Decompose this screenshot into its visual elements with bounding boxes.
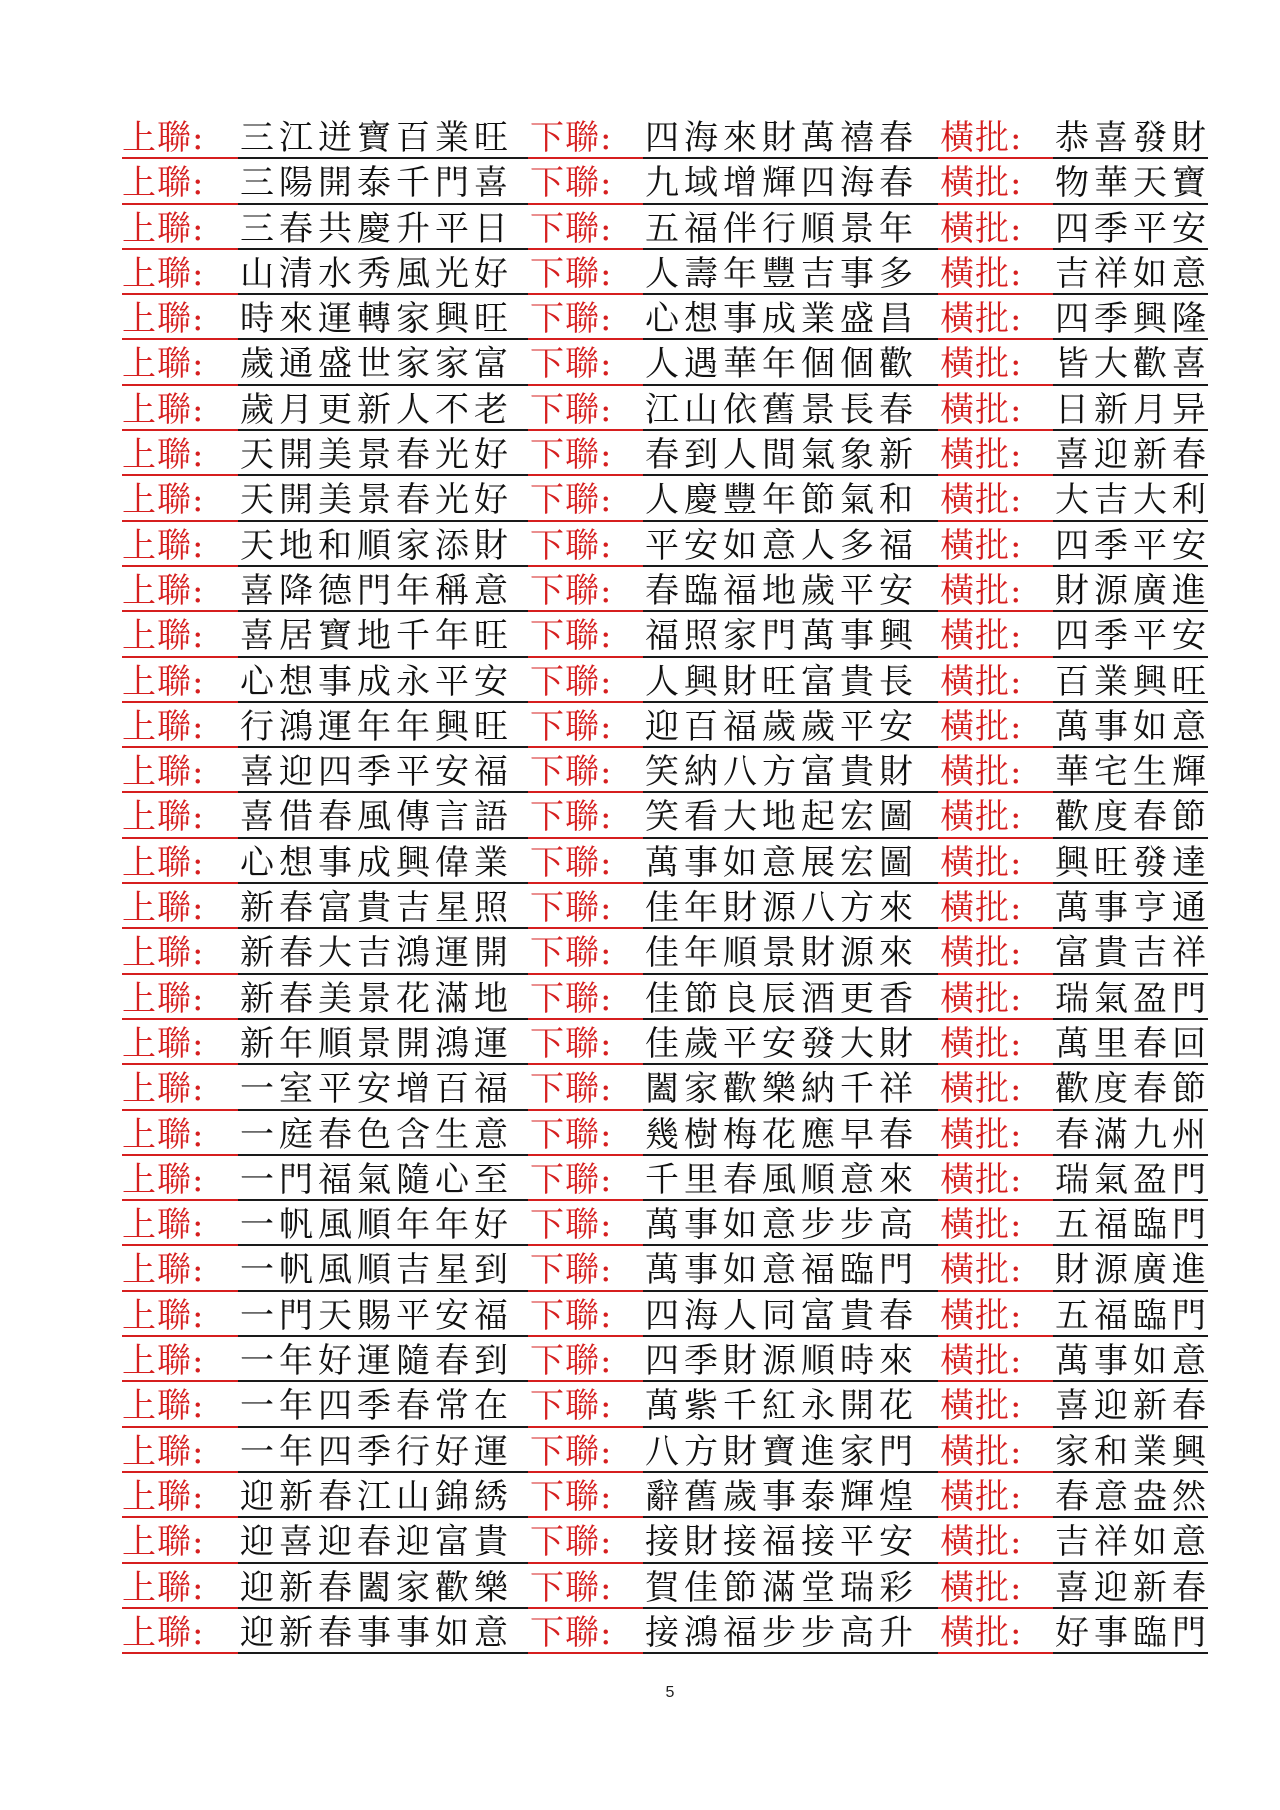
couplet-row (122, 706, 1211, 751)
lower-couplet-text: 福照家門萬事興 (645, 616, 918, 657)
horizontal-scroll-text: 瑞氣盈門 (1055, 978, 1211, 1019)
lower-couplet-label: 下聯: (530, 1295, 613, 1336)
lower-couplet-text: 四海人同富貴春 (645, 1295, 918, 1336)
upper-couplet-label: 上聯: (122, 1250, 205, 1291)
horizontal-scroll-text: 五福臨門 (1055, 1295, 1211, 1336)
couplet-row (122, 1068, 1211, 1113)
upper-couplet-text: 歲通盛世家家富 (240, 344, 513, 385)
lower-couplet-text: 接鴻福步步高升 (645, 1612, 918, 1653)
horizontal-scroll-text: 四季平安 (1055, 525, 1211, 566)
upper-couplet-text: 迎新春江山錦綉 (240, 1476, 513, 1517)
upper-couplet-label: 上聯: (122, 480, 205, 521)
upper-couplet-label: 上聯: (122, 616, 205, 657)
upper-couplet-label: 上聯: (122, 1567, 205, 1608)
lower-couplet-label: 下聯: (530, 480, 613, 521)
upper-couplet-text: 天開美景春光好 (240, 435, 513, 476)
couplet-row (122, 887, 1211, 932)
horizontal-scroll-label: 橫批: (940, 570, 1023, 611)
horizontal-scroll-text: 華宅生輝 (1055, 752, 1211, 793)
lower-couplet-text: 萬事如意展宏圖 (645, 842, 918, 883)
horizontal-scroll-label: 橫批: (940, 344, 1023, 385)
lower-couplet-text: 辭舊歲事泰輝煌 (645, 1476, 918, 1517)
upper-couplet-label: 上聯: (122, 389, 205, 430)
lower-couplet-text: 萬事如意步步高 (645, 1205, 918, 1246)
upper-couplet-text: 一庭春色含生意 (240, 1114, 513, 1155)
upper-couplet-label: 上聯: (122, 525, 205, 566)
lower-couplet-text: 千里春風順意來 (645, 1159, 918, 1200)
upper-couplet-label: 上聯: (122, 752, 205, 793)
lower-couplet-label: 下聯: (530, 1114, 613, 1155)
couplet-row (122, 751, 1211, 796)
upper-couplet-label: 上聯: (122, 344, 205, 385)
upper-couplet-text: 喜居寶地千年旺 (240, 616, 513, 657)
lower-couplet-label: 下聯: (530, 842, 613, 883)
lower-couplet-text: 春臨福地歲平安 (645, 570, 918, 611)
horizontal-scroll-text: 吉祥如意 (1055, 1522, 1211, 1563)
lower-couplet-text: 佳歲平安發大財 (645, 1023, 918, 1064)
upper-couplet-text: 一門福氣隨心至 (240, 1159, 513, 1200)
horizontal-scroll-label: 橫批: (940, 1159, 1023, 1200)
horizontal-scroll-label: 橫批: (940, 1205, 1023, 1246)
upper-couplet-text: 三春共慶升平日 (240, 208, 513, 249)
horizontal-scroll-label: 橫批: (940, 435, 1023, 476)
couplet-row (122, 1476, 1211, 1521)
upper-couplet-label: 上聯: (122, 842, 205, 883)
lower-couplet-label: 下聯: (530, 661, 613, 702)
couplet-row (122, 796, 1211, 841)
upper-couplet-label: 上聯: (122, 1341, 205, 1382)
upper-couplet-text: 山清水秀風光好 (240, 253, 513, 294)
horizontal-scroll-label: 橫批: (940, 616, 1023, 657)
horizontal-scroll-label: 橫批: (940, 752, 1023, 793)
couplet-row (122, 1249, 1211, 1294)
horizontal-scroll-label: 橫批: (940, 1386, 1023, 1427)
lower-couplet-label: 下聯: (530, 163, 613, 204)
lower-couplet-text: 人興財旺富貴長 (645, 661, 918, 702)
upper-couplet-label: 上聯: (122, 1205, 205, 1246)
lower-couplet-text: 萬事如意福臨門 (645, 1250, 918, 1291)
upper-couplet-label: 上聯: (122, 118, 205, 158)
upper-couplet-text: 一室平安增百福 (240, 1069, 513, 1110)
lower-couplet-text: 平安如意人多福 (645, 525, 918, 566)
upper-couplet-text: 一帆風順年年好 (240, 1205, 513, 1246)
lower-couplet-text: 八方財寶進家門 (645, 1431, 918, 1472)
upper-couplet-text: 喜降德門年稱意 (240, 570, 513, 611)
upper-couplet-label: 上聯: (122, 1159, 205, 1200)
lower-couplet-label: 下聯: (530, 1159, 613, 1200)
lower-couplet-label: 下聯: (530, 208, 613, 249)
horizontal-scroll-text: 歡度春節 (1055, 1069, 1211, 1110)
lower-couplet-label: 下聯: (530, 1476, 613, 1517)
horizontal-scroll-text: 喜迎新春 (1055, 1386, 1211, 1427)
lower-couplet-text: 江山依舊景長春 (645, 389, 918, 430)
upper-couplet-text: 新春美景花滿地 (240, 978, 513, 1019)
horizontal-scroll-label: 橫批: (940, 797, 1023, 838)
couplet-row (122, 434, 1211, 479)
couplet-row (122, 1385, 1211, 1430)
horizontal-scroll-label: 橫批: (940, 480, 1023, 521)
upper-couplet-text: 新年順景開鴻運 (240, 1023, 513, 1064)
upper-couplet-text: 迎新春闔家歡樂 (240, 1567, 513, 1608)
upper-couplet-label: 上聯: (122, 1295, 205, 1336)
horizontal-scroll-label: 橫批: (940, 1476, 1023, 1517)
couplet-row (122, 525, 1211, 570)
upper-couplet-text: 心想事成興偉業 (240, 842, 513, 883)
upper-couplet-text: 迎新春事事如意 (240, 1612, 513, 1653)
upper-couplet-text: 一門天賜平安福 (240, 1295, 513, 1336)
horizontal-scroll-label: 橫批: (940, 299, 1023, 340)
lower-couplet-text: 佳年財源八方來 (645, 888, 918, 929)
horizontal-scroll-text: 春意盎然 (1055, 1476, 1211, 1517)
lower-couplet-label: 下聯: (530, 1023, 613, 1064)
horizontal-scroll-text: 皆大歡喜 (1055, 344, 1211, 385)
horizontal-scroll-label: 橫批: (940, 1567, 1023, 1608)
horizontal-scroll-text: 好事臨門 (1055, 1612, 1211, 1653)
horizontal-scroll-text: 日新月异 (1055, 389, 1211, 430)
page-number: 5 (665, 1684, 675, 1701)
horizontal-scroll-text: 恭喜發財 (1055, 118, 1211, 158)
lower-couplet-text: 迎百福歲歲平安 (645, 706, 918, 747)
lower-couplet-label: 下聯: (530, 435, 613, 476)
horizontal-scroll-text: 萬里春回 (1055, 1023, 1211, 1064)
lower-couplet-label: 下聯: (530, 933, 613, 974)
upper-couplet-text: 歲月更新人不老 (240, 389, 513, 430)
lower-couplet-label: 下聯: (530, 1250, 613, 1291)
horizontal-scroll-label: 橫批: (940, 253, 1023, 294)
upper-couplet-label: 上聯: (122, 1023, 205, 1064)
couplet-row (122, 1340, 1211, 1385)
upper-couplet-label: 上聯: (122, 208, 205, 249)
upper-couplet-label: 上聯: (122, 163, 205, 204)
upper-couplet-text: 心想事成永平安 (240, 661, 513, 702)
lower-couplet-label: 下聯: (530, 1612, 613, 1653)
lower-couplet-text: 人慶豐年節氣和 (645, 480, 918, 521)
horizontal-scroll-text: 歡度春節 (1055, 797, 1211, 838)
upper-couplet-label: 上聯: (122, 253, 205, 294)
lower-couplet-label: 下聯: (530, 797, 613, 838)
horizontal-scroll-label: 橫批: (940, 1114, 1023, 1155)
horizontal-scroll-label: 橫批: (940, 1069, 1023, 1110)
horizontal-scroll-text: 大吉大利 (1055, 480, 1211, 521)
horizontal-scroll-text: 萬事如意 (1055, 706, 1211, 747)
horizontal-scroll-label: 橫批: (940, 933, 1023, 974)
couplet-row (122, 162, 1211, 207)
lower-couplet-text: 心想事成業盛昌 (645, 299, 918, 340)
upper-couplet-label: 上聯: (122, 1114, 205, 1155)
upper-couplet-label: 上聯: (122, 1522, 205, 1563)
lower-couplet-label: 下聯: (530, 1205, 613, 1246)
lower-couplet-label: 下聯: (530, 389, 613, 430)
horizontal-scroll-label: 橫批: (940, 389, 1023, 430)
lower-couplet-text: 佳年順景財源來 (645, 933, 918, 974)
upper-couplet-label: 上聯: (122, 1069, 205, 1110)
horizontal-scroll-text: 萬事如意 (1055, 1341, 1211, 1382)
lower-couplet-text: 笑納八方富貴財 (645, 752, 918, 793)
lower-couplet-text: 佳節良辰酒更香 (645, 978, 918, 1019)
horizontal-scroll-label: 橫批: (940, 1522, 1023, 1563)
upper-couplet-label: 上聯: (122, 978, 205, 1019)
lower-couplet-label: 下聯: (530, 344, 613, 385)
couplet-row (122, 978, 1211, 1023)
upper-couplet-label: 上聯: (122, 797, 205, 838)
lower-couplet-label: 下聯: (530, 616, 613, 657)
horizontal-scroll-text: 物華天寶 (1055, 163, 1211, 204)
couplet-row (122, 570, 1211, 615)
upper-couplet-label: 上聯: (122, 888, 205, 929)
lower-couplet-text: 九域增輝四海春 (645, 163, 918, 204)
upper-couplet-text: 一年好運隨春到 (240, 1341, 513, 1382)
upper-couplet-text: 三江迸寶百業旺 (240, 118, 513, 158)
horizontal-scroll-label: 橫批: (940, 208, 1023, 249)
lower-couplet-text: 闔家歡樂納千祥 (645, 1069, 918, 1110)
horizontal-scroll-label: 橫批: (940, 1295, 1023, 1336)
lower-couplet-text: 萬紫千紅永開花 (645, 1386, 918, 1427)
horizontal-scroll-label: 橫批: (940, 525, 1023, 566)
couplet-row (122, 117, 1211, 162)
upper-couplet-label: 上聯: (122, 661, 205, 702)
lower-couplet-label: 下聯: (530, 570, 613, 611)
horizontal-scroll-text: 喜迎新春 (1055, 435, 1211, 476)
couplet-row (122, 661, 1211, 706)
lower-couplet-label: 下聯: (530, 253, 613, 294)
horizontal-scroll-text: 吉祥如意 (1055, 253, 1211, 294)
lower-couplet-text: 五福伴行順景年 (645, 208, 918, 249)
lower-couplet-text: 賀佳節滿堂瑞彩 (645, 1567, 918, 1608)
couplet-row (122, 1521, 1211, 1566)
couplet-row (122, 343, 1211, 388)
upper-couplet-text: 行鴻運年年興旺 (240, 706, 513, 747)
upper-couplet-label: 上聯: (122, 706, 205, 747)
upper-couplet-text: 一帆風順吉星到 (240, 1250, 513, 1291)
upper-couplet-label: 上聯: (122, 570, 205, 611)
couplet-row (122, 1612, 1211, 1657)
horizontal-scroll-text: 財源廣進 (1055, 570, 1211, 611)
lower-couplet-text: 幾樹梅花應早春 (645, 1114, 918, 1155)
upper-couplet-text: 一年四季行好運 (240, 1431, 513, 1472)
horizontal-scroll-text: 四季興隆 (1055, 299, 1211, 340)
couplet-row (122, 932, 1211, 977)
horizontal-scroll-label: 橫批: (940, 1023, 1023, 1064)
horizontal-scroll-text: 財源廣進 (1055, 1250, 1211, 1291)
couplet-row (122, 615, 1211, 660)
upper-couplet-label: 上聯: (122, 299, 205, 340)
lower-couplet-label: 下聯: (530, 706, 613, 747)
upper-couplet-label: 上聯: (122, 435, 205, 476)
horizontal-scroll-text: 百業興旺 (1055, 661, 1211, 702)
horizontal-scroll-text: 五福臨門 (1055, 1205, 1211, 1246)
upper-couplet-label: 上聯: (122, 1612, 205, 1653)
horizontal-scroll-label: 橫批: (940, 706, 1023, 747)
couplet-row (122, 842, 1211, 887)
horizontal-scroll-text: 喜迎新春 (1055, 1567, 1211, 1608)
horizontal-scroll-label: 橫批: (940, 163, 1023, 204)
lower-couplet-label: 下聯: (530, 525, 613, 566)
couplet-row (122, 479, 1211, 524)
horizontal-scroll-text: 萬事亨通 (1055, 888, 1211, 929)
lower-couplet-text: 笑看大地起宏圖 (645, 797, 918, 838)
upper-couplet-text: 喜借春風傳言語 (240, 797, 513, 838)
upper-couplet-label: 上聯: (122, 1476, 205, 1517)
couplet-row (122, 1431, 1211, 1476)
upper-couplet-label: 上聯: (122, 1431, 205, 1472)
couplet-row (122, 1567, 1211, 1612)
lower-couplet-text: 人壽年豐吉事多 (645, 253, 918, 294)
horizontal-scroll-label: 橫批: (940, 888, 1023, 929)
couplet-row (122, 208, 1211, 253)
upper-couplet-text: 喜迎四季平安福 (240, 752, 513, 793)
couplet-row (122, 1295, 1211, 1340)
couplet-row (122, 298, 1211, 343)
lower-couplet-label: 下聯: (530, 1341, 613, 1382)
horizontal-scroll-label: 橫批: (940, 1250, 1023, 1291)
horizontal-scroll-text: 四季平安 (1055, 208, 1211, 249)
lower-couplet-label: 下聯: (530, 978, 613, 1019)
upper-couplet-label: 上聯: (122, 933, 205, 974)
upper-couplet-label: 上聯: (122, 1386, 205, 1427)
upper-couplet-text: 迎喜迎春迎富貴 (240, 1522, 513, 1563)
horizontal-scroll-label: 橫批: (940, 1431, 1023, 1472)
lower-couplet-label: 下聯: (530, 1069, 613, 1110)
upper-couplet-text: 新春富貴吉星照 (240, 888, 513, 929)
horizontal-scroll-label: 橫批: (940, 118, 1023, 158)
couplet-row (122, 1204, 1211, 1249)
horizontal-scroll-label: 橫批: (940, 1341, 1023, 1382)
lower-couplet-text: 四季財源順時來 (645, 1341, 918, 1382)
upper-couplet-text: 天地和順家添財 (240, 525, 513, 566)
lower-couplet-label: 下聯: (530, 118, 613, 158)
couplet-row (122, 1159, 1211, 1204)
upper-couplet-text: 一年四季春常在 (240, 1386, 513, 1427)
horizontal-scroll-label: 橫批: (940, 661, 1023, 702)
couplet-row (122, 389, 1211, 434)
horizontal-scroll-text: 興旺發達 (1055, 842, 1211, 883)
lower-couplet-text: 人遇華年個個歡 (645, 344, 918, 385)
horizontal-scroll-label: 橫批: (940, 1612, 1023, 1653)
lower-couplet-label: 下聯: (530, 1567, 613, 1608)
lower-couplet-label: 下聯: (530, 1386, 613, 1427)
lower-couplet-text: 接財接福接平安 (645, 1522, 918, 1563)
couplet-row (122, 253, 1211, 298)
upper-couplet-text: 時來運轉家興旺 (240, 299, 513, 340)
horizontal-scroll-text: 春滿九州 (1055, 1114, 1211, 1155)
lower-couplet-label: 下聯: (530, 1522, 613, 1563)
upper-couplet-text: 天開美景春光好 (240, 480, 513, 521)
lower-couplet-label: 下聯: (530, 752, 613, 793)
lower-couplet-text: 四海來財萬禧春 (645, 118, 918, 158)
horizontal-scroll-text: 四季平安 (1055, 616, 1211, 657)
couplet-row (122, 1114, 1211, 1159)
horizontal-scroll-text: 家和業興 (1055, 1431, 1211, 1472)
lower-couplet-label: 下聯: (530, 1431, 613, 1472)
lower-couplet-text: 春到人間氣象新 (645, 435, 918, 476)
lower-couplet-label: 下聯: (530, 299, 613, 340)
couplet-row (122, 1023, 1211, 1068)
horizontal-scroll-text: 瑞氣盈門 (1055, 1159, 1211, 1200)
horizontal-scroll-label: 橫批: (940, 978, 1023, 1019)
horizontal-scroll-text: 富貴吉祥 (1055, 933, 1211, 974)
couplet-list (122, 117, 1211, 1657)
upper-couplet-text: 新春大吉鴻運開 (240, 933, 513, 974)
horizontal-scroll-label: 橫批: (940, 842, 1023, 883)
lower-couplet-label: 下聯: (530, 888, 613, 929)
upper-couplet-text: 三陽開泰千門喜 (240, 163, 513, 204)
